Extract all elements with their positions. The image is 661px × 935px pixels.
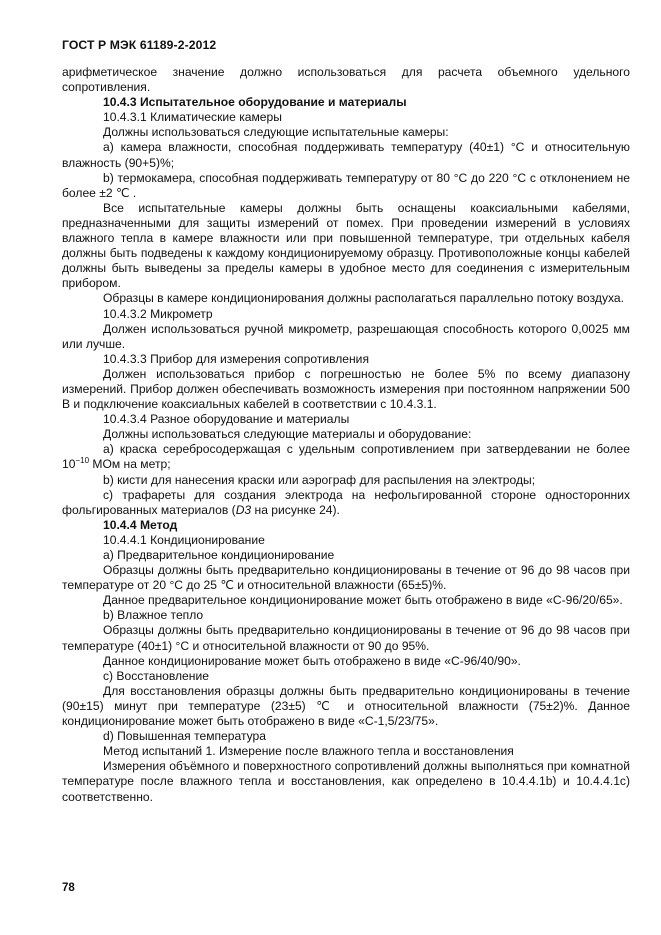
paragraph: Измерения объёмного и поверхностного сопротивлений должны выполняться при комнатной температуре после влажного тепла и восстановления, как определено в 10.4.4.1b) и 10.4.4.1с) соответственно. (62, 759, 630, 804)
list-item-text: МОм на метр; (89, 457, 171, 472)
subsection-heading: 10.4.3.3 Прибор для измерения сопротивления (103, 351, 369, 366)
list-item-text: на рисунке 24). (251, 502, 340, 517)
section-heading: 10.4.4 Метод (103, 517, 178, 532)
paragraph: Образцы должны быть предварительно кондиционированы в течение от 96 до 98 часов при температуре (40±1) °С и относительной влажности от 90 до 95%. (62, 623, 630, 653)
list-item-text: а) краска серебросодержащая с удельным сопротивлением при затвердевании не более 10 (62, 442, 630, 472)
list-item: a) камера влажности, способная поддерживать температуру (40±1) °С и относительную влажность (90+5)%; (62, 140, 630, 170)
paragraph: Все испытательные камеры должны быть оснащены коаксиальными кабелями, предназначенными для защиты измерений от помех. При проведении измерений в условиях влажного тепла в камере влажности или при повышенной температуре, три отдельных кабеля должны быть подведены к каждому кондиционируемому образцу. Противоположные концы кабелей должны быть выведены за пределы камеры в удобное место для соединения с измерительным прибором. (62, 200, 630, 291)
figure-reference: D3 (235, 502, 252, 517)
list-item-text: с) трафареты для создания электрода на нефольгированной стороне односторонних фольгированных материалов ( (62, 487, 630, 517)
page-number: 78 (62, 882, 75, 894)
document-body (62, 65, 630, 805)
paragraph: Должны использоваться следующие испытательные камеры: (103, 125, 449, 140)
list-item (62, 442, 630, 472)
list-item: с) Восстановление (103, 668, 209, 683)
paragraph: Должен использоваться прибор с погрешностью не более 5% по всему диапазону измерений. Прибор должен обеспечивать возможность измерения при постоянном напряжении 500 В и подключение коаксиальных кабелей в соответствии с 10.4.3.1. (62, 366, 630, 412)
list-item (62, 488, 630, 518)
subsection-heading: 10.4.3.1 Климатические камеры (103, 110, 282, 125)
subsection-heading: 10.4.3.4 Разное оборудование и материалы (103, 412, 350, 427)
paragraph: Для восстановления образцы должны быть предварительно кондиционированы в течение (90±15) минут при температуре (23±5) ℃ и относительной влажности (75±2)%. Данное кондиционирование может быть отображено в виде «С-1,5/23/75». (62, 683, 630, 729)
paragraph: Метод испытаний 1. Измерение после влажного тепла и восстановления (103, 744, 514, 759)
list-item: d) Повышенная температура (103, 729, 267, 744)
paragraph: Данное предварительное кондиционирование может быть отображено в виде «С-96/20/65». (103, 593, 623, 608)
list-item: b) термокамера, способная поддерживать температуру от 80 °С до 220 °С с отклонением не более ±2 ℃ . (62, 170, 630, 200)
paragraph: арифметическое значение должно использоваться для расчета объемного удельного сопротивления. (62, 65, 630, 95)
exponent: −10 (75, 456, 90, 466)
paragraph: Образцы должны быть предварительно кондиционированы в течение от 96 до 98 часов при температуре от 20 °С до 25 ℃ и относительной влажности (65±5)%. (62, 563, 630, 593)
paragraph: Образцы в камере кондиционирования должны располагаться параллельно потоку воздуха. (103, 291, 624, 306)
subsection-heading: 10.4.3.2 Микрометр (103, 306, 213, 321)
standard-header: ГОСТ Р МЭК 61189-2-2012 (62, 38, 217, 52)
list-item: а) Предварительное кондиционирование (103, 548, 335, 562)
paragraph: Должен использоваться ручной микрометр, разрешающая способность которого 0,0025 мм или лучше. (62, 321, 630, 351)
paragraph: Должны использоваться следующие материалы и оборудование: (103, 427, 472, 442)
section-heading: 10.4.3 Испытательное оборудование и материалы (103, 95, 407, 110)
paragraph: Данное кондиционирование может быть отображено в виде «С-96/40/90». (103, 653, 521, 668)
list-item: b) кисти для нанесения краски или аэрограф для распыления на электроды; (103, 472, 536, 487)
subsection-heading: 10.4.4.1 Кондиционирование (103, 532, 265, 547)
list-item: b) Влажное тепло (103, 608, 204, 623)
